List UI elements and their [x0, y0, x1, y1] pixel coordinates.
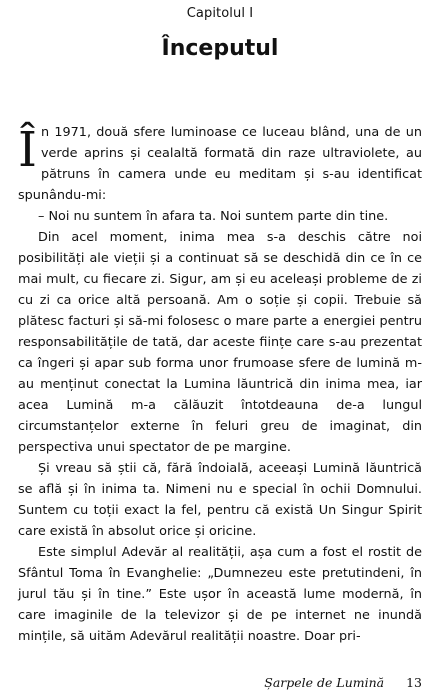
- paragraph: Și vreau să știi că, fără îndoială, aceeași Lumină lăuntrică se află și în inima ta. Nimeni nu e special în ochii Domnului. Suntem cu toții exact la fel, pentru că există Un Singur Spirit care există în absolut orice și oricine.: [18, 461, 422, 539]
- page-number: 13: [406, 675, 422, 690]
- chapter-label: Capitolul I: [186, 6, 254, 21]
- paragraph: [18, 122, 422, 206]
- drop-cap: Î: [18, 122, 37, 178]
- running-title: Șarpele de Lumină: [264, 675, 385, 690]
- chapter-title: Începutul: [161, 36, 279, 61]
- paragraph: – Noi nu suntem în afara ta. Noi suntem parte din tine.: [38, 209, 389, 224]
- page-footer: [264, 675, 422, 690]
- paragraph: Este simplul Adevăr al realității, așa cum a fost el rostit de Sfântul Toma în Evanghelie: „Dumnezeu este pretutindeni, în jurul tău și în tine.” Este ușor în această lume modernă, în care imaginile de la televizor și de pe internet ne inundă mințile, să uităm Adevărul realității noastre. Doar pri-: [18, 545, 422, 644]
- paragraph: Din acel moment, inima mea s-a deschis către noi posibilități ale vieții și a continuat să se deschidă din ce în ce mai mult, cu fiecare zi. Sigur, am și eu aceleași probleme de zi cu zi ca orice altă persoană. Am o soție și copii. Trebuie să plătesc facturi și să-mi folosesc o mare parte a energiei pentru responsabilitățile de tată, dar aceste ființe care s-au prezentat ca îngeri și apar sub forma unor frumoase sfere de lumină m-au menținut conectat la Lumina lăuntrică din inima mea, iar acea Lumină m-a călăuzit întotdeauna de-a lungul circumstanțelor externe în feluri greu de imaginat, din perspectiva unui spectator de pe margine.: [18, 230, 422, 455]
- paragraph-text: n 1971, două sfere luminoase ce luceau blând, una de un verde aprins și cealaltă formată din raze ultraviolete, au pătruns în camera unde eu meditam și s-au identificat spunându-mi:: [18, 125, 422, 203]
- body-text: [18, 122, 422, 647]
